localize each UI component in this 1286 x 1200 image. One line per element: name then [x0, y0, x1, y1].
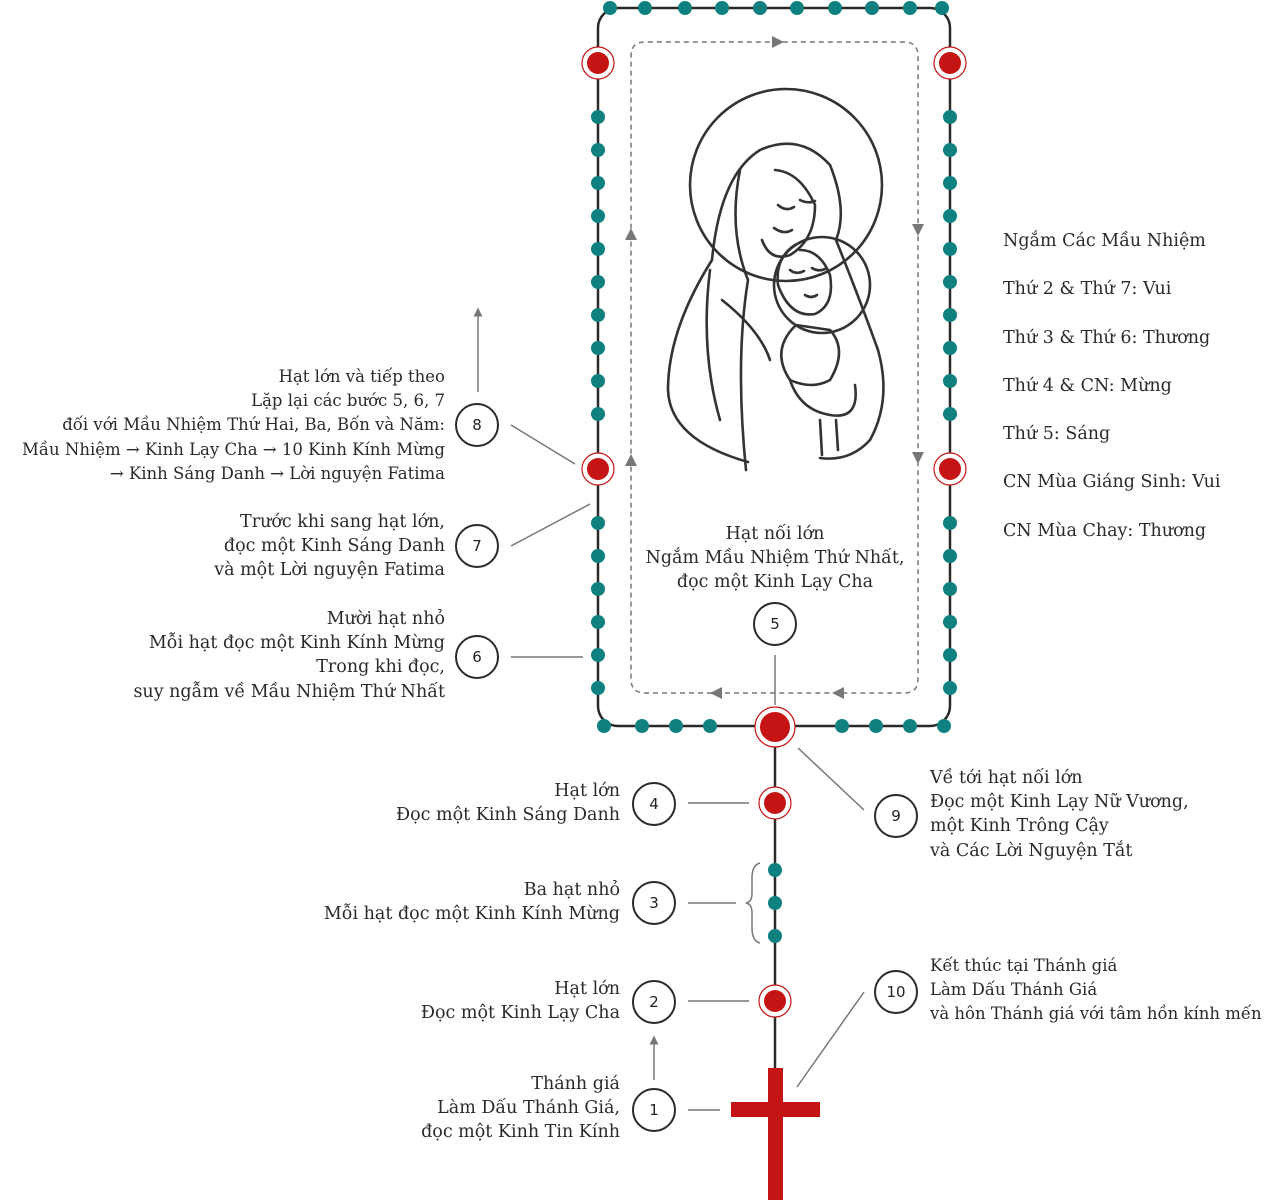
decade-small-bead: [943, 648, 957, 662]
decade-small-bead: [943, 110, 957, 124]
step-7-line: đọc một Kinh Sáng Danh: [223, 536, 445, 557]
decade-small-bead: [943, 407, 957, 421]
pendant-big-bead: [764, 990, 786, 1012]
step-6-title: Mười hạt nhỏ: [326, 609, 445, 629]
decade-small-bead: [591, 648, 605, 662]
step-5-title: Hạt nối lớn: [725, 524, 825, 544]
madonna-and-child-icon: [668, 89, 883, 470]
curly-brace-icon: [746, 863, 760, 943]
step-7-line: và một Lời nguyện Fatima: [214, 560, 445, 581]
big-bead: [939, 52, 961, 74]
decade-small-bead: [635, 719, 649, 733]
decade-small-bead: [943, 516, 957, 530]
decade-small-bead: [591, 143, 605, 157]
decade-small-bead: [591, 374, 605, 388]
step-8-line: → Kinh Sáng Danh → Lời nguyện Fatima: [109, 463, 445, 483]
decade-small-bead: [591, 242, 605, 256]
cross-icon: [731, 1068, 820, 1200]
step-10-title: Kết thúc tại Thánh giá: [930, 956, 1118, 975]
decade-small-bead: [935, 1, 949, 15]
decade-small-bead: [591, 308, 605, 322]
mysteries-schedule: [1003, 217, 1220, 555]
mystery-schedule-item: Thứ 3 & Thứ 6: Thương: [1003, 327, 1211, 348]
step-badge-4: 4: [632, 782, 676, 826]
decade-small-bead: [591, 407, 605, 421]
step-badge-2: 2: [632, 980, 676, 1024]
decade-small-bead: [591, 275, 605, 289]
step-7-description: [214, 510, 445, 583]
step-8-line: đối với Mầu Nhiệm Thứ Hai, Ba, Bốn và Năm:: [62, 415, 445, 435]
decade-small-bead: [943, 681, 957, 695]
step-1-line: Làm Dấu Thánh Giá,: [437, 1098, 620, 1119]
step-5-line: Ngắm Mầu Nhiệm Thứ Nhất,: [645, 548, 905, 569]
step-9-line: một Kinh Trông Cậy: [930, 816, 1109, 837]
step-6-line: Trong khi đọc,: [316, 657, 445, 678]
step-2-title: Hạt lớn: [554, 979, 620, 999]
decade-small-bead: [715, 1, 729, 15]
step-6-line: Mỗi hạt đọc một Kinh Kính Mừng: [148, 633, 445, 654]
step-1-description: [421, 1072, 620, 1145]
step-badge-9: 9: [874, 794, 918, 838]
step-1-title: Thánh giá: [531, 1074, 620, 1094]
mystery-schedule-item: Thứ 4 & CN: Mừng: [1003, 375, 1172, 396]
direction-guide: [631, 42, 918, 693]
pendant-small-bead: [768, 929, 782, 943]
step-8-title: Hạt lớn và tiếp theo: [278, 367, 445, 386]
decade-small-bead: [591, 549, 605, 563]
step-2-line: Đọc một Kinh Lạy Cha: [420, 1003, 620, 1024]
big-bead: [939, 458, 961, 480]
decade-small-bead: [869, 719, 883, 733]
step-badge-10: 10: [874, 970, 918, 1014]
step-1-line: đọc một Kinh Tin Kính: [421, 1122, 620, 1143]
decade-small-bead: [943, 242, 957, 256]
decade-small-bead: [591, 209, 605, 223]
decade-small-bead: [591, 341, 605, 355]
decade-small-bead: [943, 308, 957, 322]
decade-small-bead: [591, 176, 605, 190]
decade-small-bead: [903, 1, 917, 15]
decade-small-bead: [943, 275, 957, 289]
step-9-description: [930, 766, 1189, 863]
step-3-line: Mỗi hạt đọc một Kinh Kính Mừng: [323, 904, 620, 925]
step-4-line: Đọc một Kinh Sáng Danh: [396, 805, 620, 826]
pendant-small-bead: [768, 863, 782, 877]
decade-small-bead: [591, 516, 605, 530]
step-8-line: Lặp lại các bước 5, 6, 7: [251, 391, 445, 411]
step-9-line: và Các Lời Nguyện Tắt: [930, 840, 1133, 861]
mysteries-title: Ngắm Các Mầu Nhiệm: [1003, 231, 1206, 251]
step-3-title: Ba hạt nhỏ: [523, 880, 620, 900]
decade-small-bead: [903, 719, 917, 733]
decade-small-bead: [943, 176, 957, 190]
decade-small-bead: [835, 719, 849, 733]
step-badge-8: 8: [455, 403, 499, 447]
mystery-schedule-item: Thứ 2 & Thứ 7: Vui: [1003, 279, 1172, 300]
decade-small-bead: [943, 582, 957, 596]
step-9-title: Về tới hạt nối lớn: [930, 768, 1083, 788]
decade-small-bead: [828, 1, 842, 15]
decade-small-bead: [753, 1, 767, 15]
step-6-description: [133, 607, 445, 704]
decade-small-bead: [943, 341, 957, 355]
decade-small-bead: [937, 719, 951, 733]
decade-small-bead: [638, 1, 652, 15]
decade-small-bead: [591, 681, 605, 695]
decade-small-bead: [943, 549, 957, 563]
step-10-line: Làm Dấu Thánh Giá: [930, 980, 1098, 1000]
decade-small-bead: [943, 615, 957, 629]
step-badge-7: 7: [455, 524, 499, 568]
decade-small-bead: [943, 209, 957, 223]
decade-small-bead: [678, 1, 692, 15]
big-bead: [587, 52, 609, 74]
step-4-description: [396, 779, 620, 827]
step-2-description: [421, 977, 620, 1025]
step-10-line: và hôn Thánh giá với tâm hồn kính mến: [930, 1004, 1262, 1024]
decade-small-bead: [603, 1, 617, 15]
step-6-line: suy ngẫm về Mầu Nhiệm Thứ Nhất: [133, 681, 445, 702]
decade-small-bead: [790, 1, 804, 15]
decade-small-bead: [943, 374, 957, 388]
step-10-description: [930, 954, 1262, 1027]
decade-small-bead: [669, 719, 683, 733]
step-9-line: Đọc một Kinh Lạy Nữ Vương,: [930, 792, 1189, 813]
step-7-title: Trước khi sang hạt lớn,: [240, 512, 445, 532]
step-badge-5: 5: [753, 602, 797, 646]
step-8-description: [22, 365, 445, 486]
mystery-schedule-item: CN Mùa Chay: Thương: [1003, 520, 1207, 541]
step-5-line: đọc một Kinh Lạy Cha: [676, 572, 874, 593]
step-5-description: [635, 522, 915, 595]
decade-small-bead: [703, 719, 717, 733]
connector-big-bead: [760, 712, 790, 742]
pendant-big-bead: [764, 792, 786, 814]
step-badge-3: 3: [632, 881, 676, 925]
step-8-line: Mầu Nhiệm → Kinh Lạy Cha → 10 Kinh Kính Mừng: [22, 439, 445, 459]
decade-small-bead: [591, 110, 605, 124]
step-4-title: Hạt lớn: [554, 781, 620, 801]
step-badge-6: 6: [455, 635, 499, 679]
step-badge-1: 1: [632, 1088, 676, 1132]
decade-small-bead: [943, 143, 957, 157]
step-3-description: [324, 878, 620, 926]
decade-small-bead: [591, 615, 605, 629]
decade-small-bead: [597, 719, 611, 733]
pendant-small-bead: [768, 896, 782, 910]
decade-small-bead: [591, 582, 605, 596]
mystery-schedule-item: Thứ 5: Sáng: [1003, 424, 1111, 445]
big-bead: [587, 458, 609, 480]
decade-small-bead: [865, 1, 879, 15]
mystery-schedule-item: CN Mùa Giáng Sinh: Vui: [1003, 472, 1221, 493]
